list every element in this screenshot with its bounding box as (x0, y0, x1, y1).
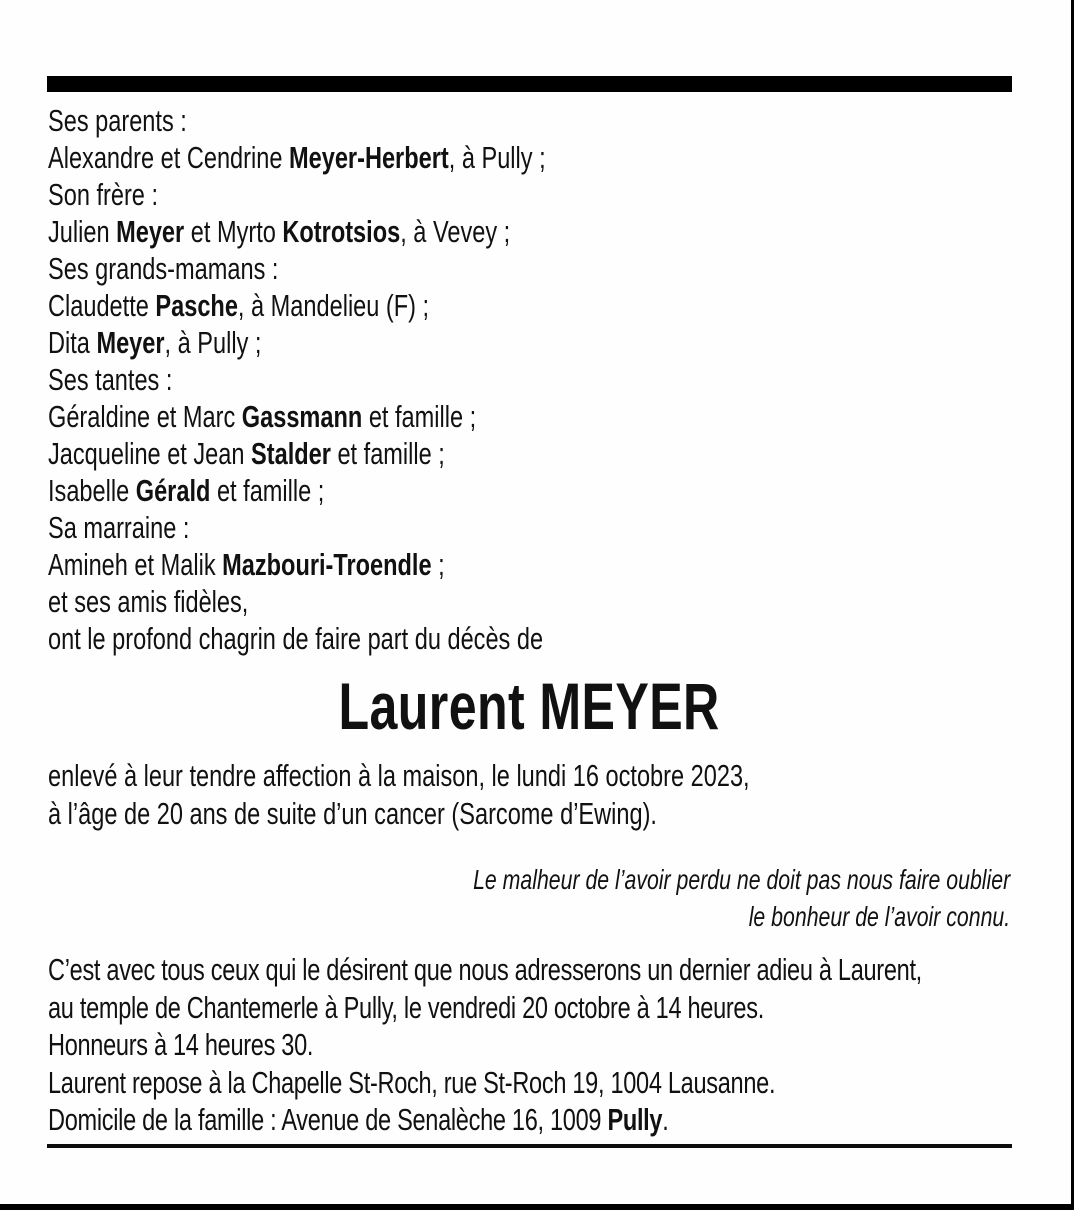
surname-bold: Kotrotsios (282, 214, 401, 249)
text-line (48, 583, 1010, 620)
text-line: enlevé à leur tendre affection à la maison, le lundi 16 octobre 2023, (48, 758, 750, 793)
text-segment: Géraldine et Marc (48, 399, 242, 434)
surname-bold: Pully (607, 1102, 663, 1137)
text-line (48, 1064, 1010, 1102)
text-segment: Son frère : (48, 177, 159, 212)
text-segment: Amineh et Malik (48, 547, 223, 582)
text-segment: Jacqueline et Jean (48, 436, 252, 471)
text-segment: et famille ; (210, 473, 325, 508)
text-segment: et famille ; (330, 436, 445, 471)
text-line (48, 435, 1010, 472)
text-segment: ont le profond chagrin de faire part du décès de (48, 621, 544, 656)
surname-bold: Meyer-Herbert (288, 140, 449, 175)
text-line (48, 951, 1010, 989)
page-bottom-border (0, 1204, 1074, 1210)
text-line (48, 250, 1010, 287)
text-segment: Alexandre et Cendrine (48, 140, 289, 175)
text-line: à l’âge de 20 ans de suite d’un cancer (Sarcome d’Ewing). (48, 796, 657, 831)
text-line (48, 213, 1010, 250)
text-line (48, 102, 1010, 139)
text-segment: Ses grands-mamans : (48, 251, 279, 286)
family-lines (48, 102, 1010, 657)
text-segment: Honneurs à 14 heures 30. (48, 1027, 314, 1062)
text-line (48, 324, 1010, 361)
text-segment: et famille ; (362, 399, 477, 434)
text-segment: et ses amis fidèles, (48, 584, 249, 619)
surname-bold: Stalder (251, 436, 331, 471)
text-line (48, 1101, 1010, 1139)
text-segment: Ses tantes : (48, 362, 173, 397)
text-segment: , à Pully ; (448, 140, 546, 175)
surname-bold: Meyer (116, 214, 185, 249)
text-line: Le malheur de l’avoir perdu ne doit pas nous faire oublier (473, 864, 1011, 895)
text-line (48, 509, 1010, 546)
text-line (48, 398, 1010, 435)
death-circumstances (48, 757, 1010, 833)
top-divider-bar (47, 76, 1012, 92)
text-segment: Isabelle (48, 473, 136, 508)
text-line (48, 1026, 1010, 1064)
text-segment: Julien (48, 214, 117, 249)
text-line (48, 287, 1010, 324)
text-segment: au temple de Chantemerle à Pully, le vendredi 20 octobre à 14 heures. (48, 989, 764, 1025)
memorial-quote (48, 861, 1010, 935)
text-line (48, 361, 1010, 398)
text-segment: Ses parents : (48, 103, 187, 138)
text-segment: Claudette (48, 288, 156, 323)
surname-bold: Mazbouri-Troendle (222, 547, 432, 582)
text-line (48, 620, 1010, 657)
text-segment: , à Mandelieu (F) ; (237, 288, 430, 323)
deceased-name: Laurent MEYER (338, 669, 720, 743)
text-line (48, 139, 1010, 176)
text-segment: et Myrto (184, 214, 283, 249)
ceremony-details (48, 951, 1010, 1139)
text-segment: , à Vevey ; (400, 214, 511, 249)
text-line (48, 546, 1010, 583)
text-segment: . (662, 1102, 669, 1137)
surname-bold: Gassmann (241, 399, 363, 434)
text-segment: Sa marraine : (48, 510, 190, 545)
text-line (48, 989, 1010, 1027)
text-line (48, 176, 1010, 213)
surname-bold: Gérald (135, 473, 211, 508)
surname-bold: Meyer (96, 325, 165, 360)
text-segment: Laurent repose à la Chapelle St-Roch, rue St-Roch 19, 1004 Lausanne. (48, 1064, 776, 1100)
text-line (48, 472, 1010, 509)
surname-bold: Pasche (155, 288, 238, 323)
text-segment: C’est avec tous ceux qui le désirent que nous adresserons un dernier adieu à Laurent, (48, 952, 922, 987)
text-segment: , à Pully ; (164, 325, 262, 360)
text-line: le bonheur de l’avoir connu. (748, 901, 1011, 932)
bottom-divider-rule (47, 1144, 1012, 1148)
text-segment: ; (431, 547, 445, 582)
text-segment: Domicile de la famille : Avenue de Senalèche 16, 1009 (48, 1102, 608, 1137)
text-segment: Dita (48, 325, 97, 360)
notice-content (48, 102, 1010, 1139)
